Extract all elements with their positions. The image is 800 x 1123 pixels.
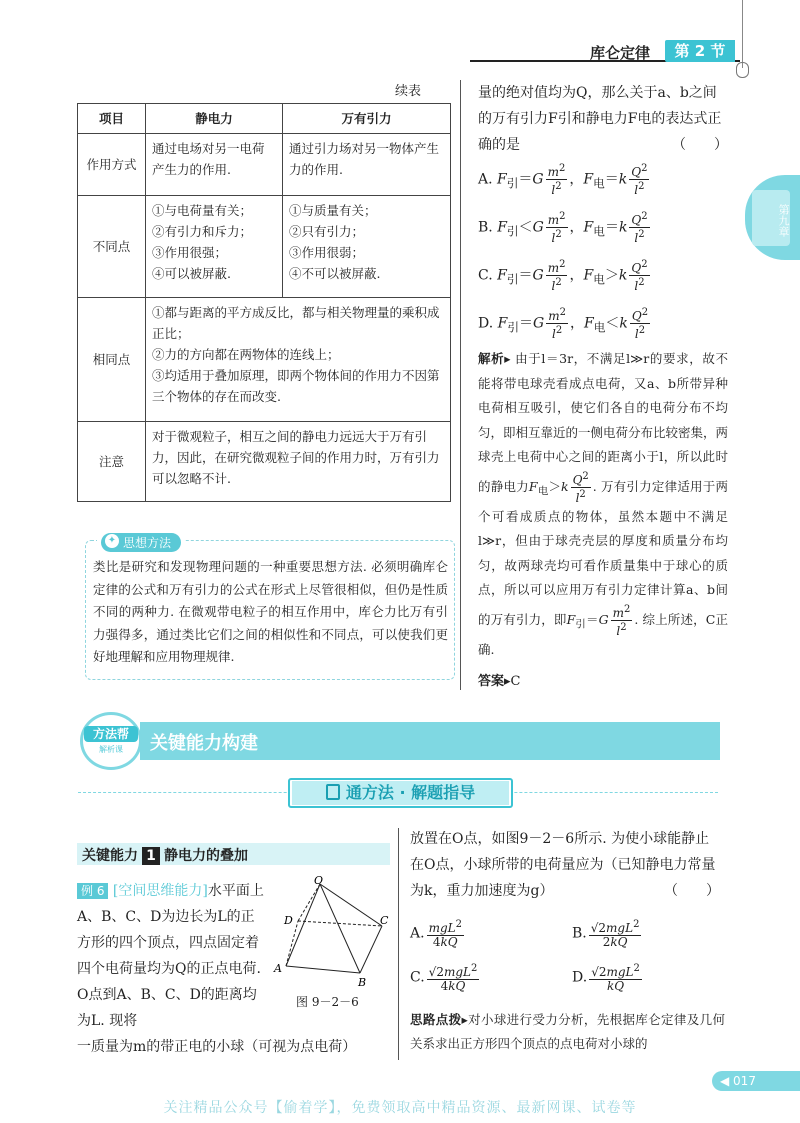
comparison-table: [77, 103, 451, 502]
analysis-text: 解析▸ 由于l＝3r，不满足l≫r的要求，故不能将带电球壳看成点电荷，又a、b所带异种电荷相互吸引，使它们各自的电荷分布不均匀，即相互靠近的一侧电荷分布比较密集，两球壳上电荷中心之间的距离小于l，所以此时的静电力$F_电>k$ $\frac{Q^2}{l^2}$ . 万有引力定律适用于两个可看成质点的物体，虽然本题中不满足l≫r，但由于球壳壳层的厚度和质量分布均匀，故两球壳均可看作质量集中于球心的质点，所以可以应用万有引力定律计算a、b间的万有引力，即$F_引=G$ $\frac{m^2}{l^2}$ . 综上所述，C正确.: [478, 351, 729, 657]
edge-ab: [286, 966, 360, 973]
table-row: [78, 134, 451, 196]
table-header: 万有引力: [283, 104, 451, 134]
label-c: C: [380, 914, 389, 927]
table-row: [78, 196, 451, 298]
table-row-label: 相同点: [78, 298, 146, 422]
table-cell: 通过电场对另一电荷产生力的作用.: [146, 134, 283, 196]
option-d[interactable]: D. $F_引=G$ $\frac{m^2}{l^2}$ ，$F_电<k$ $\frac{Q^2}{l^2}$: [478, 307, 649, 341]
pyramid-figure: [270, 876, 392, 988]
example-tag: 例 6: [77, 883, 108, 899]
label-a: A: [274, 962, 282, 975]
footer-note: 关注精品公众号【偷着学】，免费领取高中精品资源、最新网课、试卷等: [163, 1100, 637, 1116]
example-text-continued: 一质量为m的带正电的小球（可视为点电荷）: [77, 1039, 357, 1055]
lightbulb-icon: ✦: [105, 534, 119, 548]
table-continued-label: 续表: [395, 84, 422, 99]
side-tab-label: 第九章: [752, 190, 790, 246]
label-d: D: [284, 914, 293, 927]
table-cell: ①与质量有关； ②只有引力； ③作用很弱； ④不可以被屏蔽.: [283, 196, 451, 298]
table-header: 静电力: [146, 104, 283, 134]
thinking-method-title: ✦ 思想方法: [97, 533, 185, 552]
option-b[interactable]: B. $F_引<G$ $\frac{m^2}{l^2}$ ，$F_电=k$ $\frac{Q^2}{l^2}$: [478, 211, 648, 245]
method-badge-subtitle: 解析课: [99, 745, 123, 754]
option-a-2[interactable]: A. $\frac{mgL^2}{4kQ}$: [410, 919, 462, 949]
column-divider-2: [398, 828, 399, 1060]
option-c[interactable]: C. $F_引=G$ $\frac{m^2}{l^2}$ ，$F_电>k$ $\frac{Q^2}{l^2}$: [478, 259, 648, 293]
table-cell: ①都与距离的平方成反比，都与相关物理量的乘积成正比； ②力的方向都在两物体的连线上； ③均适用于叠加原理，即两个物体间的作用力不因第三个物体的存在而改变.: [146, 298, 451, 422]
edge-ad: [286, 921, 298, 966]
table-header: 项目: [78, 104, 146, 134]
table-row-label: 不同点: [78, 196, 146, 298]
example-text: 例 6 [空间思维能力]水平面上A、B、C、D为边长为L的正方形的四个顶点，四点固定着四个电荷量均为Q的正点电荷. O点到A、B、C、D的距离均为L. 现将: [77, 883, 264, 1029]
bookmark-clip-icon: [736, 62, 749, 78]
option-a[interactable]: A. $F_引=G$ $\frac{m^2}{l^2}$ ，$F_电=k$ $\frac{Q^2}{l^2}$: [478, 163, 648, 197]
edge-dc: [298, 921, 382, 926]
table-cell: ①与电荷量有关； ②有引力和斥力； ③作用很强； ④可以被屏蔽.: [146, 196, 283, 298]
option-b-2[interactable]: B. $\frac{√2mgL^2}{2kQ}$: [572, 919, 640, 949]
question2-stem: 放置在O点，如图9－2－6所示. 为使小球能静止在O点，小球所带的电荷量应为（已知静电力常量为k，重力加速度为g） （ ）: [410, 831, 720, 899]
bookmark-line: [742, 0, 743, 68]
table-row: [78, 298, 451, 422]
thinking-method-text: 类比是研究和发现物理问题的一种重要思想方法. 必须明确库仑定律的公式和万有引力的公式在形式上尽管很相似，但仍是性质不同的两种力. 在微观带电粒子的相互作用中，库仑力比万有引力强得多，通过类比它们之间的相似性和不同点，可以使我们更好地理解和应用物理规律.: [93, 559, 448, 664]
figure-caption: 图 9－2－6: [296, 995, 359, 1009]
subsection-title: 通方法 · 解题指导: [292, 781, 509, 805]
question-stem: 量的绝对值均为Q，那么关于a、b之间的万有引力F引和静电力F电的表达式正确的是 （ ）: [478, 85, 728, 153]
answer: 答案▸C: [478, 674, 521, 689]
section-banner-tail: [688, 722, 720, 760]
key-ability-title: 关键能力 1 静电力的叠加: [82, 848, 248, 864]
option-d-2[interactable]: D. $\frac{√2mgL^2}{kQ}$: [572, 963, 640, 993]
table-cell: 通过引力场对另一物体产生力的作用.: [283, 134, 451, 196]
table-row-label: 作用方式: [78, 134, 146, 196]
label-b: B: [358, 976, 367, 988]
edge-od: [298, 884, 320, 921]
section-banner-title: 关键能力构建: [150, 733, 258, 754]
table-row-label: 注意: [78, 422, 146, 502]
notebook-icon: [326, 784, 340, 800]
table-header-row: [78, 104, 451, 134]
hint-text: 思路点拨▸对小球进行受力分析，先根据库仑定律及几何关系求出正方形四个顶点的点电荷对小球的: [410, 1012, 725, 1051]
table-cell: 对于微观粒子，相互之间的静电力远远大于万有引力，因此，在研究微观粒子间的作用力时，万有引力可以忽略不计.: [146, 422, 451, 502]
page-number: ◀ 017: [712, 1071, 800, 1091]
table-row: [78, 422, 451, 502]
section-tag: 第 2 节: [665, 40, 735, 62]
chapter-title: 库仑定律: [590, 44, 651, 62]
label-o: O: [314, 876, 324, 887]
method-badge-title: 方法帮: [84, 726, 138, 742]
option-c-2[interactable]: C. $\frac{√2mgL^2}{4kQ}$: [410, 963, 478, 993]
edge-bc: [360, 926, 382, 973]
column-divider: [460, 80, 461, 690]
